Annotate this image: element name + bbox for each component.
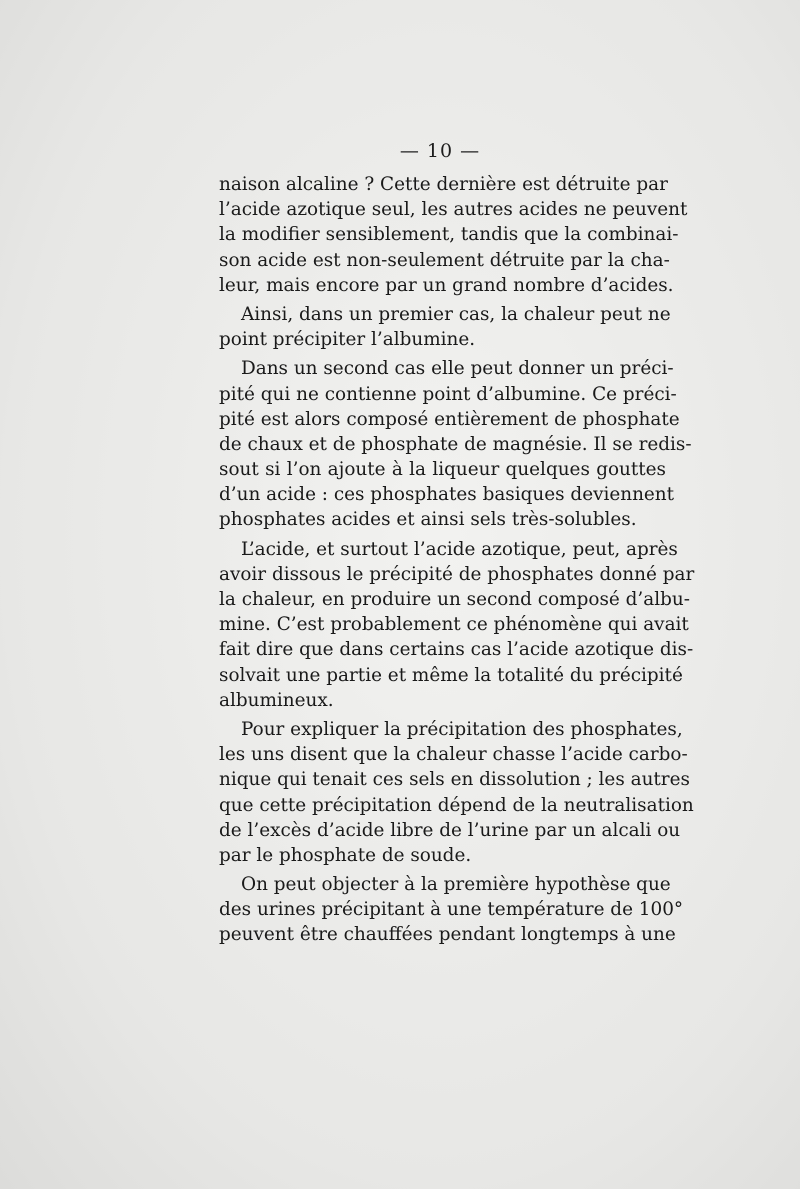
text-line: Dans un second cas elle peut donner un préci- — [241, 358, 674, 380]
text-line: mine. C’est probablement ce phénomène qui avait — [219, 614, 689, 636]
text-line: par le phosphate de soude. — [219, 844, 472, 866]
text-line: Pour expliquer la précipitation des phosphates, — [241, 718, 683, 740]
text-line: les uns disent que la chaleur chasse l’acide carbo- — [219, 744, 688, 766]
text-line: avoir dissous le précipité de phosphates donné par — [219, 563, 695, 585]
text-line: des urines précipitant à une température de 100° — [219, 899, 684, 921]
text-line: de l’excès d’acide libre de l’urine par un alcali ou — [219, 819, 681, 841]
page-number: — 10 — — [399, 140, 481, 162]
paragraph — [219, 172, 688, 298]
body-text — [219, 172, 695, 948]
text-line: nique qui tenait ces sels en dissolution ; les autres — [219, 769, 690, 791]
text-line: la chaleur, en produire un second composé d’albu- — [219, 589, 690, 610]
text-line: Ainsi, dans un premier cas, la chaleur peut ne — [241, 303, 671, 325]
text-line: la modifier sensiblement, tandis que la combinai- — [219, 224, 679, 246]
text-line: L’acide, et surtout l’acide azotique, peut, après — [241, 538, 678, 560]
text-line: pité est alors composé entièrement de phosphate — [219, 408, 680, 430]
text-line: albumineux. — [219, 689, 334, 711]
text-line: fait dire que dans certains cas l’acide azotique dis- — [219, 639, 694, 661]
text-line: peuvent être chauffées pendant longtemps à une — [219, 924, 676, 946]
paragraph — [219, 356, 692, 532]
text-line: de chaux et de phosphate de magnésie. Il se redis- — [219, 433, 692, 455]
text-line: naison alcaline ? Cette dernière est détruite par — [219, 174, 668, 195]
text-line: point précipiter l’albumine. — [219, 329, 476, 351]
text-line: que cette précipitation dépend de la neutralisation — [219, 794, 694, 816]
text-line: leur, mais encore par un grand nombre d’acides. — [219, 274, 674, 296]
text-line: sout si l’on ajoute à la liqueur quelques gouttes — [219, 459, 666, 481]
paragraph — [219, 717, 694, 868]
text-line: pité qui ne contienne point d’albumine. Ce préci- — [219, 383, 677, 405]
paragraph — [219, 872, 684, 948]
text-line: l’acide azotique seul, les autres acides ne peuvent — [219, 199, 688, 221]
text-line: phosphates acides et ainsi sels très-solubles. — [219, 509, 637, 531]
text-line: On peut objecter à la première hypothèse que — [241, 874, 671, 896]
paragraph — [219, 537, 695, 713]
text-line: son acide est non-seulement détruite par la cha- — [219, 249, 670, 271]
text-line: solvait une partie et même la totalité du précipité — [219, 664, 683, 686]
paragraph — [219, 302, 671, 352]
text-line: d’un acide : ces phosphates basiques deviennent — [219, 484, 675, 506]
